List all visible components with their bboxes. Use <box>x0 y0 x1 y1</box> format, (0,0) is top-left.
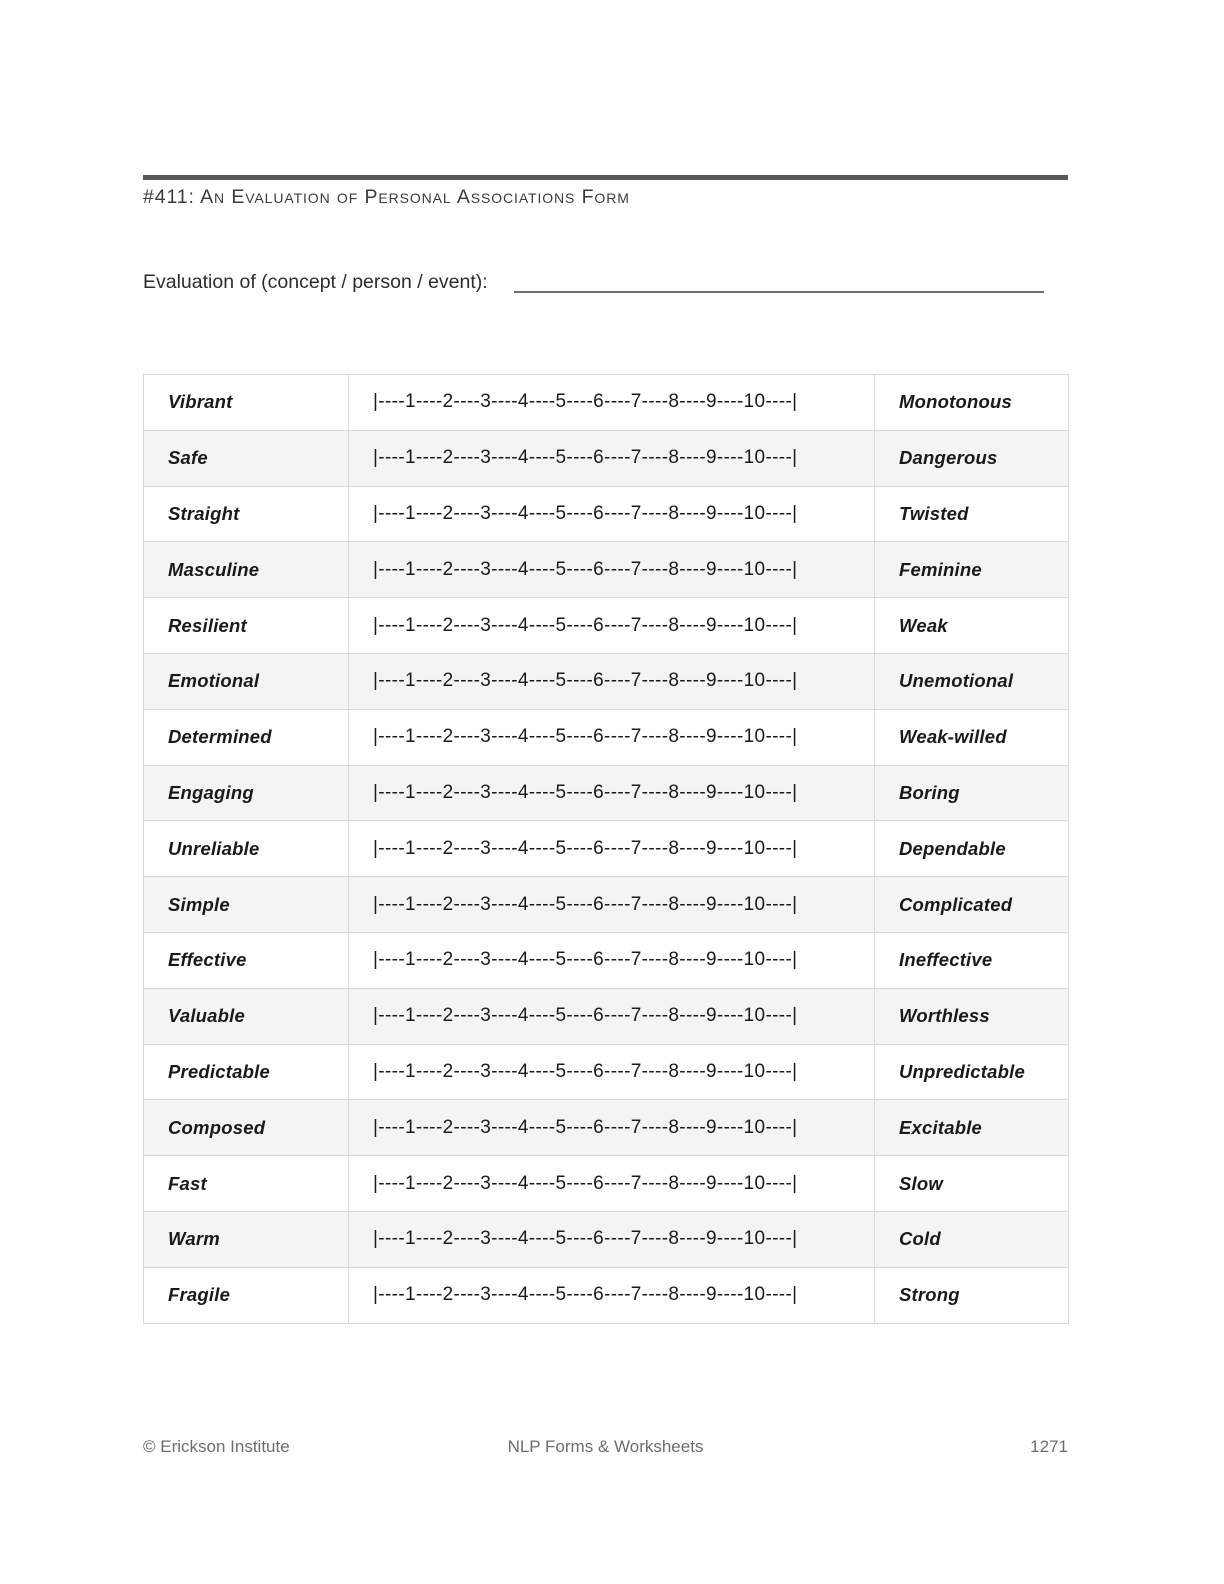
table-row <box>144 430 1069 486</box>
table-body <box>144 375 1069 1324</box>
left-pole-cell <box>144 1100 349 1156</box>
right-pole-cell <box>875 542 1069 598</box>
right-pole-label: Dangerous <box>899 447 998 469</box>
left-pole-cell <box>144 542 349 598</box>
left-pole-label: Effective <box>168 949 247 971</box>
rating-scale-track[interactable]: |----1----2----3----4----5----6----7----8----9----10----| <box>373 1228 798 1250</box>
left-pole-label: Masculine <box>168 558 260 580</box>
right-pole-cell <box>875 988 1069 1044</box>
right-pole-label: Unpredictable <box>899 1060 1025 1082</box>
table-row <box>144 932 1069 988</box>
right-pole-cell <box>875 1044 1069 1100</box>
right-pole-cell <box>875 821 1069 877</box>
right-pole-label: Weak-willed <box>899 726 1007 748</box>
rating-scale-track[interactable]: |----1----2----3----4----5----6----7----8----9----10----| <box>373 781 798 803</box>
right-pole-label: Monotonous <box>899 391 1012 413</box>
left-pole-label: Straight <box>168 502 240 524</box>
table-row <box>144 821 1069 877</box>
rating-scale-track[interactable]: |----1----2----3----4----5----6----7----8----9----10----| <box>373 1284 798 1306</box>
table-row <box>144 877 1069 933</box>
right-pole-cell <box>875 1100 1069 1156</box>
right-pole-cell <box>875 709 1069 765</box>
left-pole-cell <box>144 709 349 765</box>
personal-associations-table <box>143 374 1069 1324</box>
right-pole-cell <box>875 430 1069 486</box>
right-pole-cell <box>875 765 1069 821</box>
left-pole-label: Emotional <box>168 670 260 692</box>
left-pole-cell <box>144 430 349 486</box>
right-pole-cell <box>875 598 1069 654</box>
rating-scale-cell[interactable] <box>349 486 875 542</box>
right-pole-cell <box>875 1156 1069 1212</box>
header-rule <box>143 175 1068 180</box>
left-pole-cell <box>144 598 349 654</box>
right-pole-label: Weak <box>899 614 948 636</box>
left-pole-label: Vibrant <box>168 391 233 413</box>
table-row <box>144 486 1069 542</box>
right-pole-label: Ineffective <box>899 949 993 971</box>
left-pole-label: Composed <box>168 1116 266 1138</box>
table-row <box>144 542 1069 598</box>
table-row <box>144 1156 1069 1212</box>
rating-scale-track[interactable]: |----1----2----3----4----5----6----7----8----9----10----| <box>373 1060 798 1082</box>
left-pole-label: Safe <box>168 447 208 469</box>
rating-scale-cell[interactable] <box>349 932 875 988</box>
rating-scale-cell[interactable] <box>349 1267 875 1323</box>
table-row <box>144 653 1069 709</box>
rating-scale-track[interactable]: |----1----2----3----4----5----6----7----8----9----10----| <box>373 949 798 971</box>
table-row <box>144 1267 1069 1323</box>
rating-scale-cell[interactable] <box>349 1100 875 1156</box>
table-row <box>144 988 1069 1044</box>
rating-scale-track[interactable]: |----1----2----3----4----5----6----7----8----9----10----| <box>373 1116 798 1138</box>
rating-scale-cell[interactable] <box>349 821 875 877</box>
left-pole-label: Warm <box>168 1228 220 1250</box>
rating-scale-cell[interactable] <box>349 709 875 765</box>
right-pole-label: Excitable <box>899 1116 983 1138</box>
left-pole-cell <box>144 1267 349 1323</box>
evaluation-subject-blank[interactable] <box>514 291 1044 293</box>
right-pole-label: Cold <box>899 1228 941 1250</box>
left-pole-cell <box>144 486 349 542</box>
left-pole-label: Engaging <box>168 781 254 803</box>
rating-scale-cell[interactable] <box>349 430 875 486</box>
left-pole-label: Valuable <box>168 1005 246 1027</box>
rating-scale-track[interactable]: |----1----2----3----4----5----6----7----8----9----10----| <box>373 391 798 413</box>
left-pole-cell <box>144 765 349 821</box>
rating-scale-cell[interactable] <box>349 1044 875 1100</box>
table-row <box>144 709 1069 765</box>
rating-scale-track[interactable]: |----1----2----3----4----5----6----7----8----9----10----| <box>373 558 798 580</box>
right-pole-cell <box>875 1211 1069 1267</box>
table-row <box>144 598 1069 654</box>
rating-scale-track[interactable]: |----1----2----3----4----5----6----7----8----9----10----| <box>373 1172 798 1194</box>
page-footer <box>143 1437 1068 1461</box>
rating-scale-cell[interactable] <box>349 542 875 598</box>
right-pole-label: Dependable <box>899 837 1006 859</box>
rating-scale-track[interactable]: |----1----2----3----4----5----6----7----8----9----10----| <box>373 502 798 524</box>
rating-scale-track[interactable]: |----1----2----3----4----5----6----7----8----9----10----| <box>373 893 798 915</box>
evaluation-prompt-label: Evaluation of (concept / person / event): <box>143 271 488 293</box>
right-pole-label: Feminine <box>899 558 982 580</box>
rating-scale-cell[interactable] <box>349 598 875 654</box>
table-row <box>144 1100 1069 1156</box>
right-pole-cell <box>875 932 1069 988</box>
left-pole-cell <box>144 988 349 1044</box>
left-pole-cell <box>144 877 349 933</box>
left-pole-label: Simple <box>168 893 230 915</box>
right-pole-cell <box>875 653 1069 709</box>
left-pole-label: Fragile <box>168 1284 231 1306</box>
left-pole-cell <box>144 1156 349 1212</box>
left-pole-cell <box>144 821 349 877</box>
left-pole-label: Fast <box>168 1172 207 1194</box>
table-row <box>144 765 1069 821</box>
left-pole-cell <box>144 1044 349 1100</box>
rating-scale-cell[interactable] <box>349 877 875 933</box>
right-pole-cell <box>875 375 1069 431</box>
right-pole-label: Twisted <box>899 502 969 524</box>
rating-scale-cell[interactable] <box>349 1156 875 1212</box>
evaluation-prompt-row <box>143 270 1068 298</box>
rating-scale-track[interactable]: |----1----2----3----4----5----6----7----8----9----10----| <box>373 447 798 469</box>
right-pole-cell <box>875 486 1069 542</box>
page-title: #411: An Evaluation of Personal Associations Form <box>143 186 630 208</box>
rating-scale-track[interactable]: |----1----2----3----4----5----6----7----8----9----10----| <box>373 837 798 859</box>
table-row <box>144 1044 1069 1100</box>
left-pole-label: Resilient <box>168 614 247 636</box>
right-pole-label: Worthless <box>899 1005 990 1027</box>
rating-scale-track[interactable]: |----1----2----3----4----5----6----7----8----9----10----| <box>373 670 798 692</box>
right-pole-label: Complicated <box>899 893 1013 915</box>
left-pole-label: Unreliable <box>168 837 260 859</box>
rating-scale-cell[interactable] <box>349 988 875 1044</box>
right-pole-label: Boring <box>899 781 960 803</box>
left-pole-cell <box>144 653 349 709</box>
left-pole-label: Determined <box>168 726 272 748</box>
left-pole-cell <box>144 932 349 988</box>
rating-scale-cell[interactable] <box>349 375 875 431</box>
left-pole-cell <box>144 375 349 431</box>
footer-page-number: 1271 <box>1030 1437 1068 1456</box>
right-pole-label: Unemotional <box>899 670 1014 692</box>
footer-copyright: © Erickson Institute <box>143 1437 290 1456</box>
rating-scale-track[interactable]: |----1----2----3----4----5----6----7----8----9----10----| <box>373 614 798 636</box>
left-pole-label: Predictable <box>168 1060 270 1082</box>
right-pole-label: Slow <box>899 1172 943 1194</box>
table-row <box>144 1211 1069 1267</box>
rating-scale-cell[interactable] <box>349 765 875 821</box>
rating-scale-cell[interactable] <box>349 1211 875 1267</box>
table-row <box>144 375 1069 431</box>
right-pole-label: Strong <box>899 1284 960 1306</box>
left-pole-cell <box>144 1211 349 1267</box>
right-pole-cell <box>875 1267 1069 1323</box>
rating-scale-cell[interactable] <box>349 653 875 709</box>
footer-collection-title: NLP Forms & Worksheets <box>507 1437 704 1456</box>
rating-scale-track[interactable]: |----1----2----3----4----5----6----7----8----9----10----| <box>373 1005 798 1027</box>
right-pole-cell <box>875 877 1069 933</box>
rating-scale-track[interactable]: |----1----2----3----4----5----6----7----8----9----10----| <box>373 726 798 748</box>
